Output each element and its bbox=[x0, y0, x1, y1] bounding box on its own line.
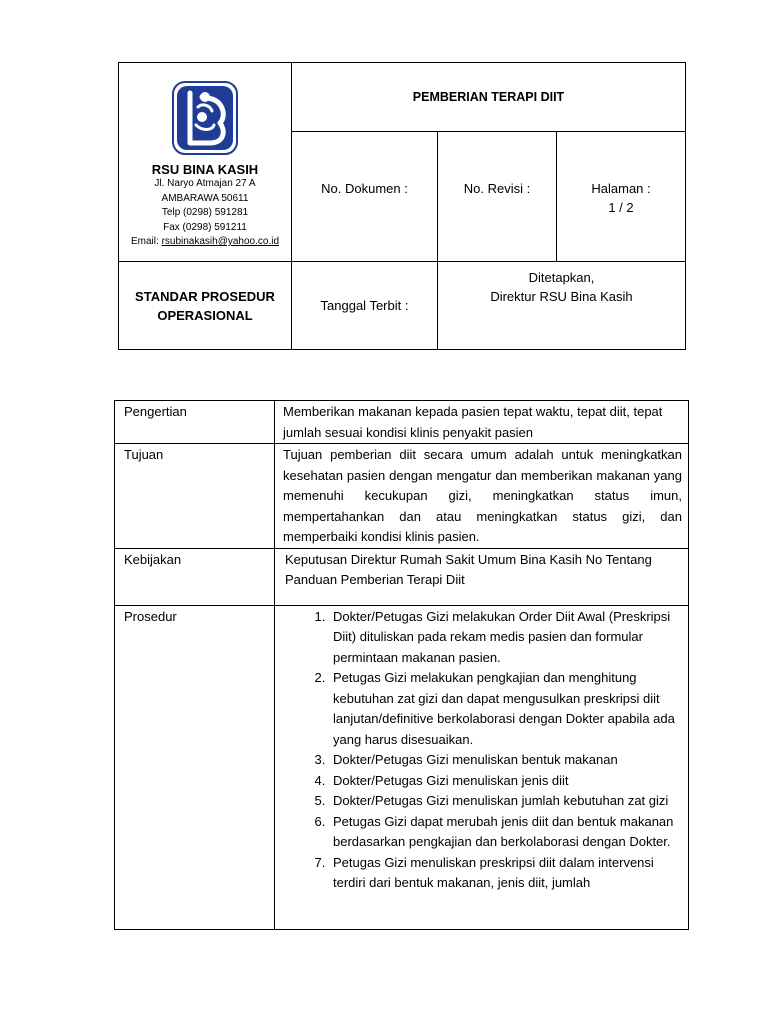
procedure-step: 3. Dokter/Petugas Gizi menuliskan bentuk makanan bbox=[329, 750, 682, 771]
issue-date-label: Tanggal Terbit : bbox=[292, 262, 438, 350]
sop-label-line2: OPERASIONAL bbox=[157, 307, 253, 323]
policy-label: Kebijakan bbox=[115, 548, 275, 605]
definition-label: Pengertian bbox=[115, 401, 275, 444]
procedure-steps-list bbox=[275, 607, 682, 894]
table-row bbox=[115, 401, 689, 444]
policy-text: Keputusan Direktur Rumah Sakit Umum Bina Kasih No Tentang Panduan Pemberian Terapi Diit bbox=[275, 548, 689, 605]
hospital-logo bbox=[119, 81, 291, 158]
sop-label-line1: STANDAR PROSEDUR bbox=[135, 288, 275, 304]
sop-content-table bbox=[114, 400, 689, 930]
procedure-step: 7. Petugas Gizi menuliskan preskripsi diit dalam intervensi terdiri dari bentuk makanan, jenis diit, jumlah bbox=[329, 853, 682, 894]
procedure-step: 6. Petugas Gizi dapat merubah jenis diit dan bentuk makanan berdasarkan pengkajian dan berkolaborasi dengan Dokter. bbox=[329, 812, 682, 853]
table-row bbox=[115, 444, 689, 549]
table-row bbox=[115, 548, 689, 605]
hospital-identity-cell bbox=[119, 63, 292, 262]
hospital-email-line bbox=[119, 235, 291, 250]
page-value: 1 / 2 bbox=[608, 200, 634, 215]
hospital-name: RSU BINA KASIH bbox=[151, 162, 259, 177]
page-info-cell bbox=[557, 132, 686, 262]
procedure-step: 2. Petugas Gizi melakukan pengkajian dan menghitung kebutuhan zat gizi dan dapat mengusulkan preskripsi diit lanjutan/definitive berkolaborasi dengan Dokter apabila ada yang harus disesuaikan. bbox=[329, 668, 682, 750]
document-title: PEMBERIAN TERAPI DIIT bbox=[292, 63, 686, 132]
hospital-fax: Fax (0298) 591211 bbox=[163, 221, 247, 233]
purpose-label: Tujuan bbox=[115, 444, 275, 549]
hospital-logo-icon bbox=[172, 81, 238, 155]
procedure-step: 4. Dokter/Petugas Gizi menuliskan jenis diit bbox=[329, 771, 682, 792]
hospital-email-link[interactable]: rsubinakasih@yahoo.co.id bbox=[161, 236, 280, 247]
email-label: Email: bbox=[130, 236, 159, 247]
approval-line1: Ditetapkan, bbox=[528, 270, 595, 285]
procedure-step: 5. Dokter/Petugas Gizi menuliskan jumlah kebutuhan zat gizi bbox=[329, 791, 682, 812]
approval-line2: Direktur RSU Bina Kasih bbox=[490, 289, 633, 304]
procedure-cell bbox=[275, 605, 689, 929]
purpose-text: Tujuan pemberian diit secara umum adalah untuk meningkatkan kesehatan pasien dengan mengatur dan memberikan makanan yang memenuhi kecukupan gizi, meningkatkan status imun, mempertahankan dan atau meningkatkan status gizi, dan memperbaiki kondisi klinis pasien. bbox=[275, 444, 689, 549]
procedure-label: Prosedur bbox=[115, 605, 275, 929]
document-number-label: No. Dokumen : bbox=[292, 132, 438, 262]
procedure-step: 1. Dokter/Petugas Gizi melakukan Order Diit Awal (Preskripsi Diit) dituliskan pada rekam medis pasien dan formular permintaan makanan pasien. bbox=[329, 607, 682, 669]
definition-text: Memberikan makanan kepada pasien tepat waktu, tepat diit, tepat jumlah sesuai kondisi klinis penyakit pasien bbox=[275, 401, 689, 444]
hospital-address-line2: AMBARAWA 50611 bbox=[161, 192, 249, 204]
hospital-phone: Telp (0298) 591281 bbox=[161, 207, 249, 218]
page-label: Halaman : bbox=[591, 181, 651, 196]
sop-label-cell bbox=[119, 262, 292, 350]
document-header-table bbox=[118, 62, 686, 350]
revision-number-label: No. Revisi : bbox=[438, 132, 557, 262]
table-row bbox=[115, 605, 689, 929]
hospital-address-line1: Jl. Naryo Atmajan 27 A bbox=[154, 178, 256, 189]
approval-cell bbox=[438, 262, 686, 350]
